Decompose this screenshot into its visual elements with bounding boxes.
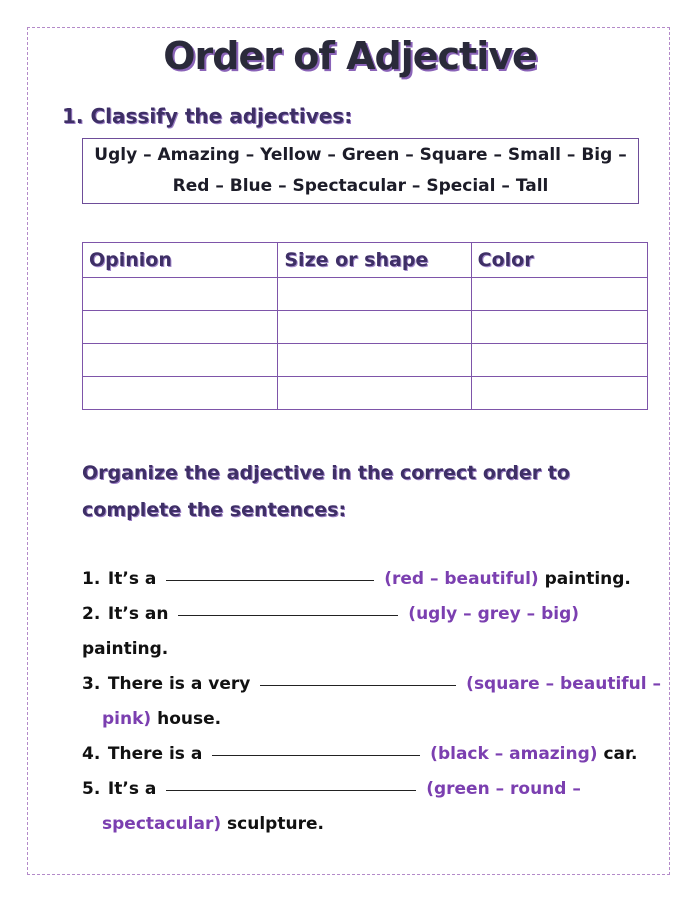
sentence-start: It’s an bbox=[107, 604, 169, 624]
classification-table bbox=[82, 242, 648, 410]
header-size-or-shape: Size or shape bbox=[278, 243, 471, 278]
sentence-number: 2. bbox=[82, 604, 101, 624]
sentence-5-continued bbox=[82, 807, 662, 842]
sentence-end: car. bbox=[603, 744, 638, 764]
sentence-end: sculpture. bbox=[227, 814, 324, 834]
sentence-start: There is a very bbox=[107, 674, 251, 694]
sentence-number: 4. bbox=[82, 744, 101, 764]
table-cell-color[interactable] bbox=[471, 278, 647, 311]
answer-blank[interactable] bbox=[260, 685, 456, 686]
table-cell-size[interactable] bbox=[278, 377, 471, 410]
section-1-heading: 1. Classify the adjectives: bbox=[62, 104, 353, 128]
table-header-row bbox=[83, 243, 648, 278]
sentence-start: It’s a bbox=[107, 779, 157, 799]
section-2-heading: Organize the adjective in the correct order to complete the sentences: bbox=[82, 462, 570, 521]
adjective-hint: (green – round – bbox=[426, 779, 581, 799]
table-row bbox=[83, 311, 648, 344]
table-cell-color[interactable] bbox=[471, 311, 647, 344]
table-row bbox=[83, 278, 648, 311]
table-row bbox=[83, 377, 648, 410]
sentence-2 bbox=[82, 597, 662, 667]
sentence-3 bbox=[82, 667, 662, 702]
sentence-4 bbox=[82, 737, 662, 772]
sentence-end: house. bbox=[157, 709, 222, 729]
page-title: Order of Adjective bbox=[163, 34, 537, 78]
header-color: Color bbox=[471, 243, 647, 278]
word-list-line-1: Ugly – Amazing – Yellow – Green – Square – Small – Big – bbox=[94, 145, 627, 165]
sentence-number: 1. bbox=[82, 569, 101, 589]
adjective-hint: (ugly – grey – big) bbox=[408, 604, 580, 624]
sentence-list bbox=[82, 562, 662, 842]
sentence-3-continued bbox=[82, 702, 662, 737]
table-cell-opinion[interactable] bbox=[83, 278, 278, 311]
adjective-hint: (square – beautiful – bbox=[466, 674, 662, 694]
word-list-line-2: Red – Blue – Spectacular – Special – Tall bbox=[172, 176, 549, 196]
sentence-start: It’s a bbox=[107, 569, 157, 589]
sentence-start: There is a bbox=[107, 744, 203, 764]
sentence-end: painting. bbox=[82, 639, 169, 659]
table-cell-size[interactable] bbox=[278, 344, 471, 377]
table-cell-color[interactable] bbox=[471, 377, 647, 410]
table-cell-opinion[interactable] bbox=[83, 344, 278, 377]
answer-blank[interactable] bbox=[166, 580, 374, 581]
table-cell-color[interactable] bbox=[471, 344, 647, 377]
table-cell-opinion[interactable] bbox=[83, 377, 278, 410]
table-cell-size[interactable] bbox=[278, 278, 471, 311]
sentence-number: 3. bbox=[82, 674, 101, 694]
adjective-hint: (red – beautiful) bbox=[384, 569, 539, 589]
adjective-hint: (black – amazing) bbox=[430, 744, 598, 764]
table-row bbox=[83, 344, 648, 377]
table-cell-opinion[interactable] bbox=[83, 311, 278, 344]
adjective-hint-continued: spectacular) bbox=[102, 814, 222, 834]
answer-blank[interactable] bbox=[178, 615, 398, 616]
sentence-number: 5. bbox=[82, 779, 101, 799]
adjective-word-box bbox=[82, 138, 639, 204]
table-cell-size[interactable] bbox=[278, 311, 471, 344]
answer-blank[interactable] bbox=[212, 755, 420, 756]
header-opinion: Opinion bbox=[83, 243, 278, 278]
sentence-end: painting. bbox=[544, 569, 631, 589]
adjective-hint-continued: pink) bbox=[102, 709, 152, 729]
sentence-1 bbox=[82, 562, 662, 597]
answer-blank[interactable] bbox=[166, 790, 416, 791]
sentence-5 bbox=[82, 772, 662, 807]
